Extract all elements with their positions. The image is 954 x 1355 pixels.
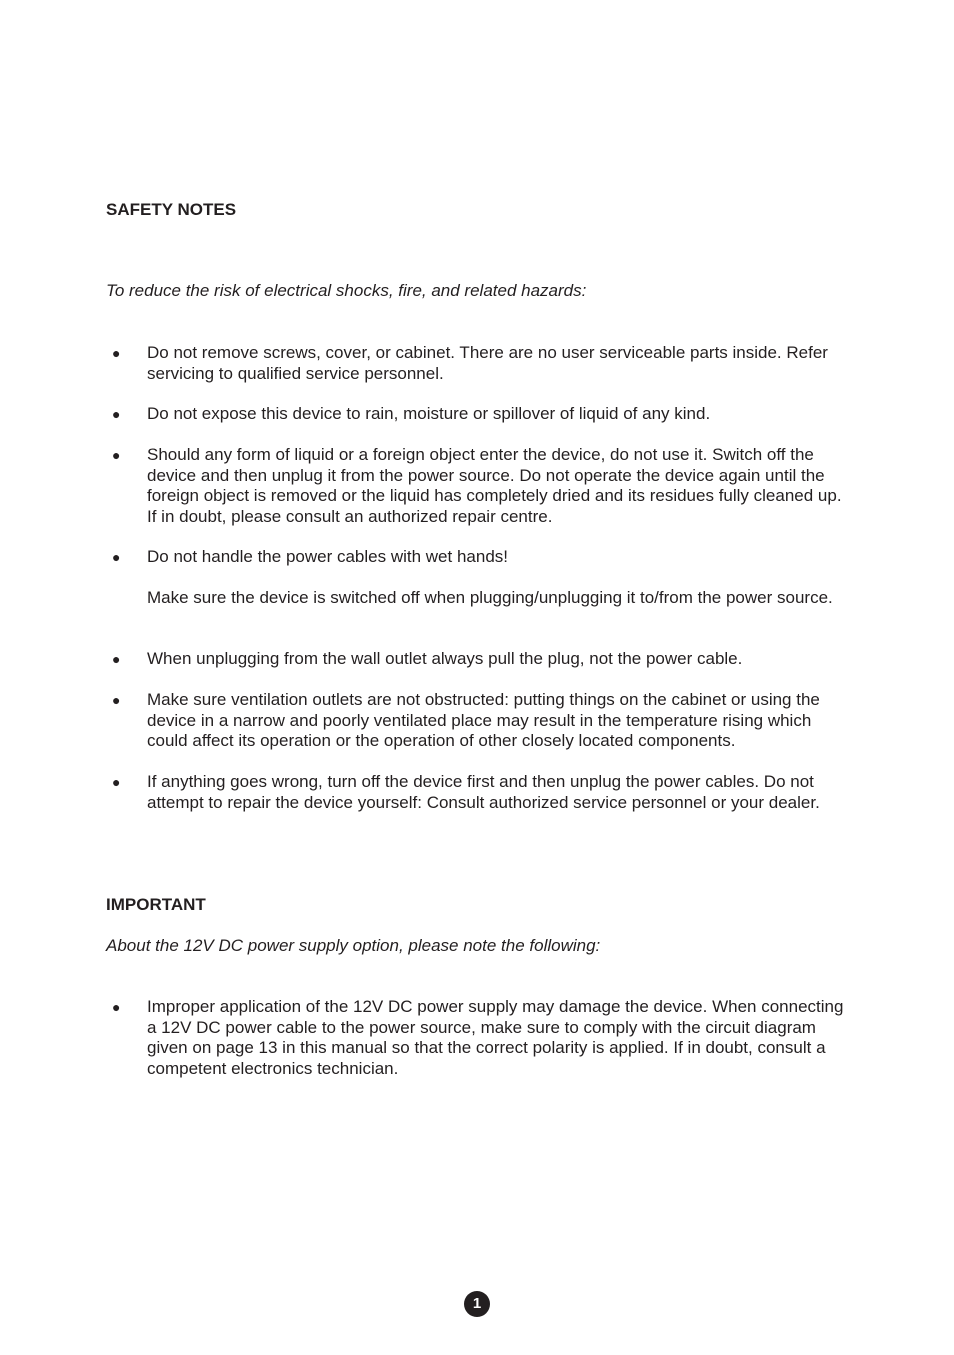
bullet-icon: ● [112,774,121,790]
bullet-icon: ● [112,549,121,565]
important-heading: IMPORTANT [106,895,206,914]
bullet-icon: ● [112,651,121,667]
bullet-icon: ● [112,406,121,422]
safety-item-text: Do not handle the power cables with wet hands! [147,547,509,566]
safety-item: Do not expose this device to rain, moisture or spillover of liquid of any kind. [147,404,711,423]
safety-item: Do not remove screws, cover, or cabinet. There are no user serviceable parts inside. Refer servicing to qualified service personnel. [147,343,828,383]
page-number-badge: 1 [464,1291,490,1317]
safety-intro: To reduce the risk of electrical shocks, fire, and related hazards: [106,281,587,300]
safety-item-followup: Make sure the device is switched off when plugging/unplugging it to/from the power source. [147,588,833,607]
bullet-icon: ● [112,999,121,1015]
safety-notes-heading: SAFETY NOTES [106,200,237,219]
safety-item [147,547,855,609]
bullet-icon: ● [112,692,121,708]
safety-item: When unplugging from the wall outlet always pull the plug, not the power cable. [147,649,743,668]
bullet-icon: ● [112,447,121,463]
safety-item: Make sure ventilation outlets are not obstructed: putting things on the cabinet or using the device in a narrow and poorly ventilated place may result in the temperature rising which could affect its operation or the operation of other closely located components. [147,690,820,750]
safety-item: If anything goes wrong, turn off the device first and then unplug the power cables. Do not attempt to repair the device yourself: Consult authorized service personnel or your dealer. [147,772,820,812]
safety-item: Should any form of liquid or a foreign object enter the device, do not use it. Switch off the device and then unplug it from the power source. Do not operate the device again until the foreign object is removed or the liquid has completely dried and its residues fully cleaned up. If in doubt, please consult an authorized repair centre. [147,445,842,526]
bullet-icon: ● [112,345,121,361]
important-intro: About the 12V DC power supply option, please note the following: [106,936,601,955]
important-item: Improper application of the 12V DC power supply may damage the device. When connecting a 12V DC power cable to the power source, make sure to comply with the circuit diagram given on page 13 in this manual so that the correct polarity is applied. If in doubt, consult a competent electronics technician. [147,997,844,1078]
